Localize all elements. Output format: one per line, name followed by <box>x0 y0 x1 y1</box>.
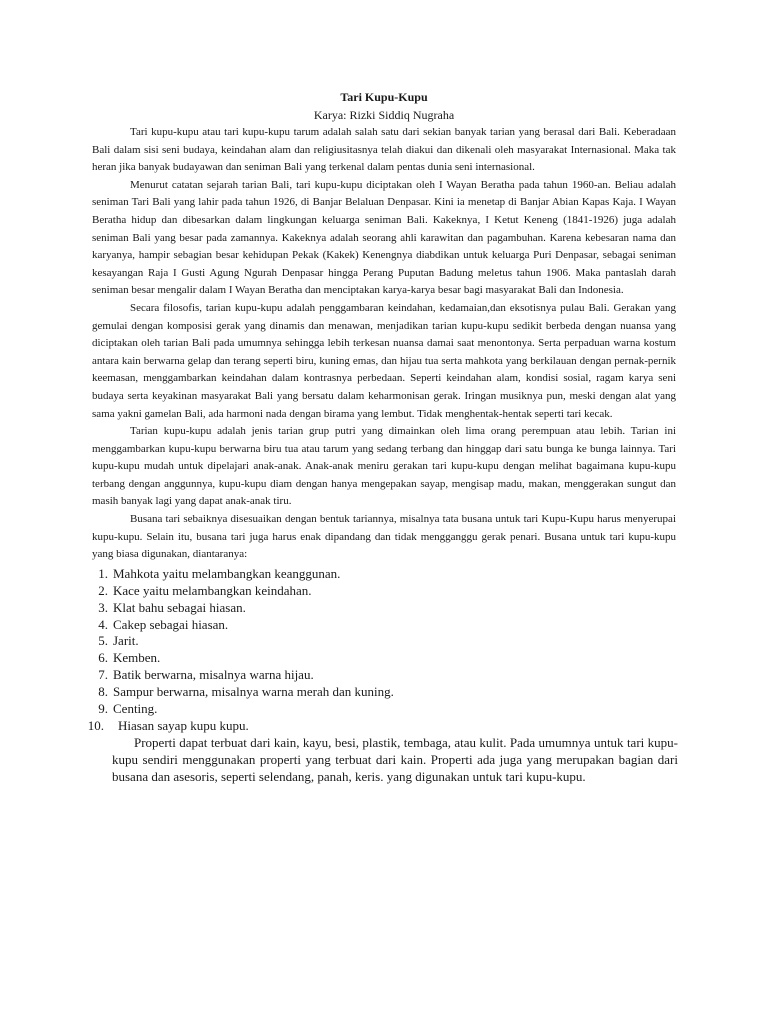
paragraph-intro: Tari kupu-kupu atau tari kupu-kupu tarum adalah salah satu dari sekian banyak tarian yang berasal dari Bali. Keberadaan Bali dalam sisi seni budaya, keindahan alam dan religiusitasnya telah diakui dan dikenali oleh masyarakat Internasional. Maka tak heran jika banyak budayawan dan seniman Bali yang terkenal dalam pentas dunia seni internasional. <box>92 126 676 174</box>
list-number: 7. <box>98 667 108 683</box>
list-number: 8. <box>98 684 108 700</box>
list-text: Mahkota yaitu melambangkan keanggunan. <box>113 565 341 581</box>
paragraph-history: Menurut catatan sejarah tarian Bali, tari kupu-kupu diciptakan oleh I Wayan Beratha pada tahun 1960-an. Beliau adalah seniman Tari Bali yang lahir pada tahun 1926, di Banjar Belaluan Denpasar. Kini ia menetap di Banjar Abian Kapas Kaja. I Wayan Beratha hidup dan dibesarkan dalam lingkungan keluarga seniman Bali. Kakeknya, I Ketut Keneng (1841-1926) juga adalah seniman Bali yang besar pada zamannya. Kakeknya adalah seorang ahli karawitan dan pagambuhan. Karena kebesaran nama dan karyanya, hampir sebagian besar kehidupan Pekak (Kakek) Kenengnya diabdikan untuk keluarga Puri Denpasar, sebagai seniman kesayangan Raja I Gusti Agung Ngurah Denpasar hingga Perang Puputan Badung meletus tahun 1906. Maka pantaslah darah seniman besar mengalir dalam I Wayan Beratha dan menciptakan karya-karya besar bagi masyarakat Bali dan Indonesia. <box>92 178 676 297</box>
list-item <box>92 701 676 718</box>
list-item <box>92 684 676 701</box>
list-text: Batik berwarna, misalnya warna hijau. <box>113 667 314 683</box>
list-text: Hiasan sayap kupu kupu. <box>118 718 249 733</box>
list-item <box>92 667 676 684</box>
paragraph-property: Properti dapat terbuat dari kain, kayu, besi, plastik, tembaga, atau kulit. Pada umumnya untuk tari kupu-kupu sendiri menggunakan properti yang terbuat dari kain. Properti ada juga yang merupakan bagian dari busana dan asesoris, seperti selendang, panah, keris. yang digunakan untuk tari kupu-kupu. <box>112 734 678 784</box>
list-item <box>92 583 676 600</box>
paragraph-philosophy: Secara filosofis, tarian kupu-kupu adalah penggambaran keindahan, kedamaian,dan eksotisnya pulau Bali. Gerakan yang gemulai dengan komposisi gerak yang dinamis dan menawan, menjadikan tarian kupu-kupu sedikit berbeda dengan nuansa yang diciptakan oleh tarian Bali pada umumnya sehingga lebih terkesan nuansa damai saat menontonya. Serta perpaduan warna kostum antara kain berwarna gelap dan terang seperti biru, kuning emas, dan hijau tua serta mahkota yang berkilauan dengan pernak-pernik keemasan, menggambarkan keindahan dalam kontrasnya perbedaan. Seperti keindahan alam, kondisi sosial, ragam karya seni budaya serta keyakinan masyarakat Bali yang bersatu dalam keharmonisan gerak. Iringan musiknya pun, meski dengan alat yang sama yakni gamelan Bali, ada harmoni nada dengan birama yang lembut. Tidak menghentak-hentak seperti tari kecak. <box>92 301 676 420</box>
list-number: 6. <box>98 650 108 666</box>
document-title: Tari Kupu-Kupu <box>340 90 428 104</box>
list-text: Sampur berwarna, misalnya warna merah dan kuning. <box>113 684 394 700</box>
list-text: Cakep sebagai hiasan. <box>113 616 229 632</box>
list-number: 2. <box>98 582 108 598</box>
paragraph-performance: Tarian kupu-kupu adalah jenis tarian grup putri yang dimainkan oleh lima orang perempuan atau lebih. Tarian ini menggambarkan kupu-kupu berwarna biru tua atau tarum yang sedang terbang dan hinggap dari satu bunga ke bunga lainnya. Tari kupu-kupu mudah untuk dipelajari anak-anak. Anak-anak meniru gerakan tari kupu-kupu dengan melihat bagaimana kupu-kupu terbang dengan anggunnya, kupu-kupu diam dengan hanya mengepakan sayap, mengisap madu, makan, menggerakan sungut dan masih banyak lagi yang dapat anak-anak tiru. <box>92 425 676 508</box>
list-text: Klat bahu sebagai hiasan. <box>113 599 246 615</box>
list-number: 9. <box>98 701 108 717</box>
list-number: 4. <box>98 616 108 632</box>
list-number: 10. <box>87 718 104 733</box>
list-item <box>92 633 676 650</box>
list-item <box>92 617 676 634</box>
list-text: Kemben. <box>113 650 161 666</box>
list-text: Centing. <box>113 701 158 717</box>
document-page <box>87 88 678 786</box>
list-item <box>92 650 676 667</box>
paragraph-costume: Busana tari sebaiknya disesuaikan dengan bentuk tariannya, misalnya tata busana untuk tari Kupu-Kupu harus menyerupai kupu-kupu. Selain itu, busana tari juga harus enak dipandang dan tidak mengganggu gerak penari. Busana untuk tari kupu-kupu yang biasa digunakan, diantaranya: <box>92 513 676 561</box>
list-item <box>87 718 676 735</box>
list-number: 1. <box>98 565 108 581</box>
list-text: Jarit. <box>113 633 139 649</box>
list-number: 5. <box>98 633 108 649</box>
list-item <box>92 566 676 583</box>
costume-list <box>87 565 676 735</box>
list-text: Kace yaitu melambangkan keindahan. <box>113 582 312 598</box>
document-author: Karya: Rizki Siddiq Nugraha <box>313 108 455 122</box>
list-number: 3. <box>98 599 108 615</box>
list-item <box>92 600 676 617</box>
